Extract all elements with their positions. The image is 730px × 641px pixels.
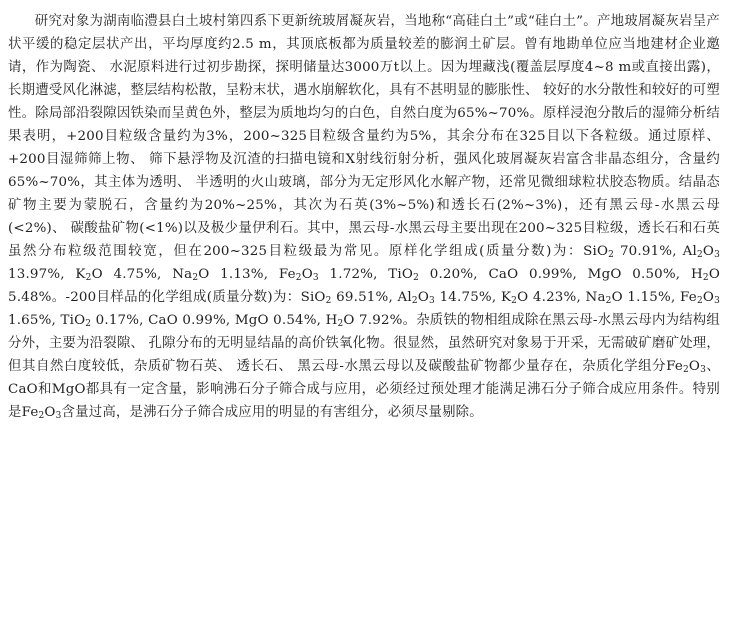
- text-run: 14.75%, K: [434, 290, 512, 305]
- subscript: 3: [714, 250, 720, 260]
- text-run: O 4.23%, Na: [517, 290, 606, 305]
- subscript: 2: [696, 250, 703, 260]
- subscript: 2: [608, 250, 615, 260]
- text-run: 、 CaO和MgO都具有一定含量，影响沸石分子筛合成与应用，必须经过预处理才能满足沸石分子筛合成应用条件。特别是Fe: [8, 359, 720, 420]
- document-page: [8, 10, 720, 424]
- text-run: O 5.48%。-200目样品的化学组成(质量分数)为：SiO: [8, 267, 720, 305]
- subscript: 2: [411, 296, 418, 306]
- text-run: O: [688, 359, 701, 374]
- text-run: 0.20%, CaO 0.99%, MgO 0.50%, H: [419, 267, 703, 282]
- subscript: 2: [702, 273, 709, 283]
- subscript: 2: [511, 296, 518, 306]
- text-run: 1.72%, TiO: [318, 267, 414, 282]
- text-run: O: [417, 290, 430, 305]
- subscript: 3: [55, 411, 62, 421]
- subscript: 2: [682, 365, 689, 375]
- text-run: 含量过高，是沸石分子筛合成应用的明显的有害组分，必须尽量剔除。: [61, 405, 483, 420]
- text-run: O 7.92%。杂质铁的物相组成除在黑云母-水黑云母内为结构组分外，主要为沿裂隙、 孔隙分布的无明显结晶的高价铁氧化物。很显然，虽然研究对象易于开采，无需破矿磨矿处理，但其自然白度较低，杂质矿物石英、 透长石、 黑云母-水黑云母以及碳酸盐矿物都少量存在，杂质化学组分Fe: [8, 313, 720, 374]
- subscript: 2: [696, 296, 703, 306]
- text-run: 13.97%, K: [8, 267, 86, 282]
- text-run: O 4.75%, Na: [91, 267, 193, 282]
- subscript: 3: [429, 296, 435, 306]
- subscript: 3: [714, 296, 720, 306]
- subscript: 2: [85, 319, 92, 329]
- text-run: O 1.15%, Fe: [611, 290, 697, 305]
- subscript: 2: [413, 273, 419, 283]
- text-run: 1.65%, TiO: [8, 313, 86, 328]
- subscript: 2: [605, 296, 612, 306]
- text-run: O 1.13%, Fe: [198, 267, 296, 282]
- subscript: 3: [312, 273, 319, 283]
- text-run: O: [44, 405, 56, 420]
- text-run: O: [301, 267, 313, 282]
- subscript: 2: [85, 273, 92, 283]
- text-run: 70.91%, Al: [614, 244, 697, 259]
- text-run: O: [702, 244, 715, 259]
- subscript: 2: [192, 273, 199, 283]
- text-run: 69.51%, Al: [331, 290, 412, 305]
- subscript: 3: [700, 365, 707, 375]
- text-run: O: [702, 290, 715, 305]
- text-run: 研究对象为湖南临澧县白土坡村第四系下更新统玻屑凝灰岩，当地称“高硅白土”或“硅白土”。产地玻屑凝灰岩呈产状平缓的稳定层状产出，平均厚度约2.5 m，其顶底板都为质量较差的膨润土矿层。曾有地勘单位应当地建材企业邀请，作为陶瓷、 水泥原料进行过初步勘探，探明储量达3000万t以上。因为埋藏浅(覆盖层厚度4~8 m或直接出露)，长期遭受风化淋滤，整层结构松散，呈粉末状，遇水崩解软化，具有不甚明显的膨胀性、 较好的水分散性和较好的可塑性。除局部沿裂隙因铁染而呈黄色外，整层为质地均匀的白色，自然白度为65%~70%。原样浸泡分散后的湿筛分析结果表明，+200目粒级含量约为3%，200~325目粒级含量约为5%，其余分布在325目以下各粒级。通过原样、 +200目湿筛筛上物、 筛下悬浮物及沉渣的扫描电镜和X射线衍射分析，强风化玻屑凝灰岩富含非晶态组分，含量约65%~70%，其主体为透明、 半透明的火山玻璃，部分为无定形风化水解产物，还常见微细球粒状胶态物质。结晶态矿物主要为蒙脱石，含量约为20%~25%，其次为石英(3%~5%)和透长石(2%~3%)，还有黑云母-水黑云母(<2%)、 碳酸盐矿物(<1%)以及极少量伊利石。其中，黑云母-水黑云母主要出现在200~325目粒级，透长石和石英虽然分布粒级范围较宽，但在200~325目粒级最为常见。原样化学组成(质量分数)为：SiO: [8, 14, 720, 259]
- text-run: 0.17%, CaO 0.99%, MgO 0.54%, H: [91, 313, 338, 328]
- subscript: 2: [295, 273, 302, 283]
- body-paragraph: [8, 10, 720, 424]
- subscript: 2: [38, 411, 45, 421]
- subscript: 2: [337, 319, 344, 329]
- subscript: 2: [325, 296, 332, 306]
